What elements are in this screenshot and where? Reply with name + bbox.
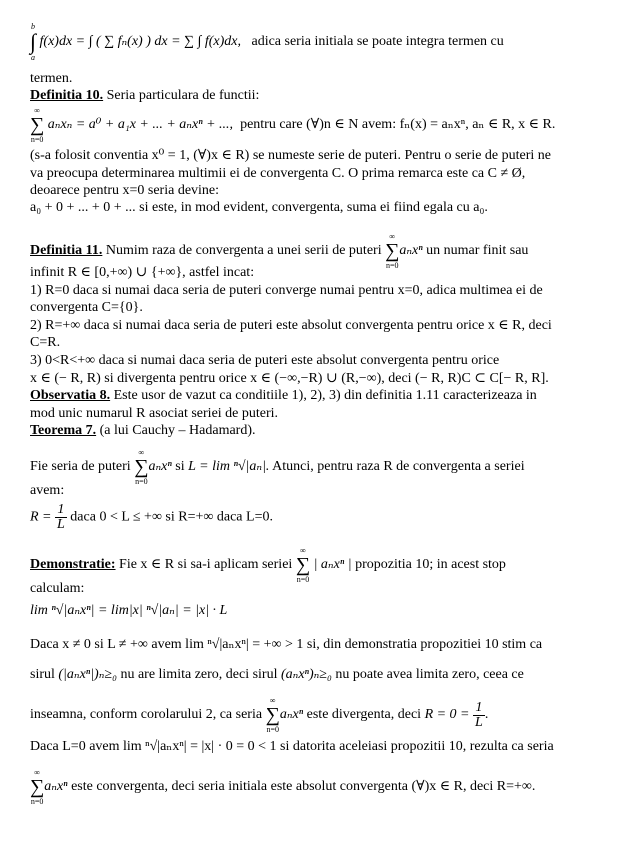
text-line: deoarece pentru x=0 seria devine: [30, 183, 220, 198]
observation-8 [30, 387, 590, 404]
fraction: $\frac{1}{L}$ [475, 699, 483, 730]
sum-sign: ∞ ∑ n=0 [385, 232, 400, 270]
integral-equation: f(x)dx = ∫ ( ∑ fₙ(x) ) dx = ∑ ∫ f(x)dx, [39, 34, 241, 50]
definition-condition: pentru care (∀)n ∈ N avem: fₙ(x) = aₙxⁿ, aₙ ∈ R, x ∈ R. [240, 117, 556, 133]
text-line: a₀ + 0 + ... + 0 + ... si este, in mod evident, convergenta, suma ei fiind egala cu a₀. [30, 200, 488, 215]
observation-text: Este usor de vazut ca conditiile 1), 2), 3) din definitia 1.11 caracterizeaza in [113, 388, 537, 403]
sum-sign: ∞ ∑ n=0 [265, 696, 280, 734]
observation-title: Observatia 8. [30, 388, 111, 403]
limsup-formula: L = lim ⁿ√|aₙ|. [188, 459, 270, 475]
text-line: sirul (|aₙxⁿ|)ₙ≥₀ nu are limita zero, deci sirul (aₙxⁿ)ₙ≥₀ nu poate avea limita zero, ceea ce [30, 667, 524, 682]
text-line: convergenta C={0}. [30, 300, 143, 315]
text: adica seria initiala se poate integra termen cu [251, 34, 504, 50]
definition-text: Seria particulara de functii: [106, 88, 260, 103]
definition-text: Numim raza de convergenta a unei serii de puteri [105, 243, 382, 259]
text: Atunci, pentru raza R de convergenta a seriei [272, 459, 525, 475]
text-line: infinit R ∈ [0,+∞) ∪ {+∞}, astfel incat: [30, 265, 255, 280]
text: daca 0 < L ≤ +∞ si R=+∞ daca L=0. [70, 509, 273, 525]
text: propozitia 10; in acest stop [355, 557, 506, 573]
text-line: (s-a folosit conventia x⁰ = 1, (∀)x ∈ R) se numeste serie de puteri. Pentru o serie de puteri ne [30, 148, 552, 163]
power-series-formula: aₙxₙ = a⁰ + a₁x + ... + aₙxⁿ + ..., [47, 117, 234, 133]
definition-11-heading: Definitia 11. Numim raza de convergenta a unei serii de puteri ∞ ∑ n=0 aₙxⁿ un numar finit sau [30, 232, 529, 270]
text-line: Daca x ≠ 0 si L ≠ +∞ avem lim ⁿ√|aₙxⁿ| = +∞ > 1 si, din demonstratia propozitiei 10 stim ca [30, 637, 543, 652]
text-line: inseamna, conform corolarului 2, ca seria ∞ ∑ n=0 aₙxⁿ este divergenta, deci R = 0 = $\frac{1}{L}$ . [30, 696, 489, 734]
text-line: mod unic numarul R asociat seriei de puteri. [30, 406, 279, 421]
text: Fie x ∈ R si sa-i aplicam seriei [119, 557, 293, 573]
definition-title: Definitia 10. [30, 88, 104, 103]
text: si [175, 459, 185, 475]
sum-sign: ∞ ∑ n=0 [295, 546, 311, 584]
text-line: calculam: [30, 581, 85, 596]
fraction: $\frac{1}{L}$ [57, 502, 65, 532]
text-line: termen. [30, 71, 73, 86]
text-line: ∞ ∑ n=0 aₙxⁿ este convergenta, deci seria initiala este absolut convergenta (∀)x ∈ R, deci R=+∞. [30, 768, 536, 806]
definition-text: un numar finit sau [426, 243, 529, 259]
text-line: C=R. [30, 335, 61, 350]
text-line: x ∈ (− R, R) si divergenta pentru orice x ∈ (−∞,−R) ∪ (R,−∞), deci (− R, R)C ⊂ C[− R, R]. [30, 371, 549, 386]
text-line: 1) R=0 daca si numai daca seria de puteri converge numai pentru x=0, adica multimea ei de [30, 283, 543, 298]
demonstration-heading [30, 546, 590, 584]
text: R = [30, 509, 52, 525]
text: | aₙxⁿ | [313, 557, 352, 573]
demonstration-title: Demonstratie: [30, 557, 116, 573]
sum-sign: ∞ ∑ n=0 [134, 448, 149, 486]
theorem-statement: Fie seria de puteri ∞ ∑ n=0 aₙxⁿ si L = lim ⁿ√|aₙ|. Atunci, pentru raza R de convergenta a seriei [30, 448, 525, 486]
limsup-calculation: lim ⁿ√|aₙxⁿ| = lim|x| ⁿ√|aₙ| = |x| · L [30, 603, 228, 618]
integral-sign: b ∫ a [30, 22, 37, 62]
text-line: Daca L=0 avem lim ⁿ√|aₙxⁿ| = |x| · 0 = 0 < 1 si datorita aceleiasi propozitii 10, rezulta ca seria [30, 739, 554, 754]
theorem-title: Teorema 7. [30, 423, 97, 438]
sum-sign: ∞ ∑ n=0 [30, 106, 45, 144]
text-line: va preocupa determinarea multimii ei de convergenta C. O prima remarca este ca C ≠ Ø, [30, 166, 526, 181]
theorem-text: (a lui Cauchy – Hadamard). [99, 423, 256, 438]
text-line: 3) 0<R<+∞ daca si numai daca seria de puteri este absolut convergenta pentru orice [30, 353, 500, 368]
theorem-7-heading [30, 422, 590, 439]
radius-formula [30, 503, 590, 532]
equation-line-1 [30, 22, 590, 62]
definition-10-heading [30, 87, 590, 104]
text: Fie seria de puteri [30, 459, 131, 475]
sum-sign: ∞ ∑ n=0 [30, 768, 45, 806]
text-line: 2) R=+∞ daca si numai daca seria de puteri este absolut convergenta pentru orice x ∈ R, deci [30, 318, 552, 333]
definition-title: Definitia 11. [30, 243, 103, 259]
definition-10-formula [30, 106, 590, 144]
text-line: avem: [30, 483, 65, 498]
